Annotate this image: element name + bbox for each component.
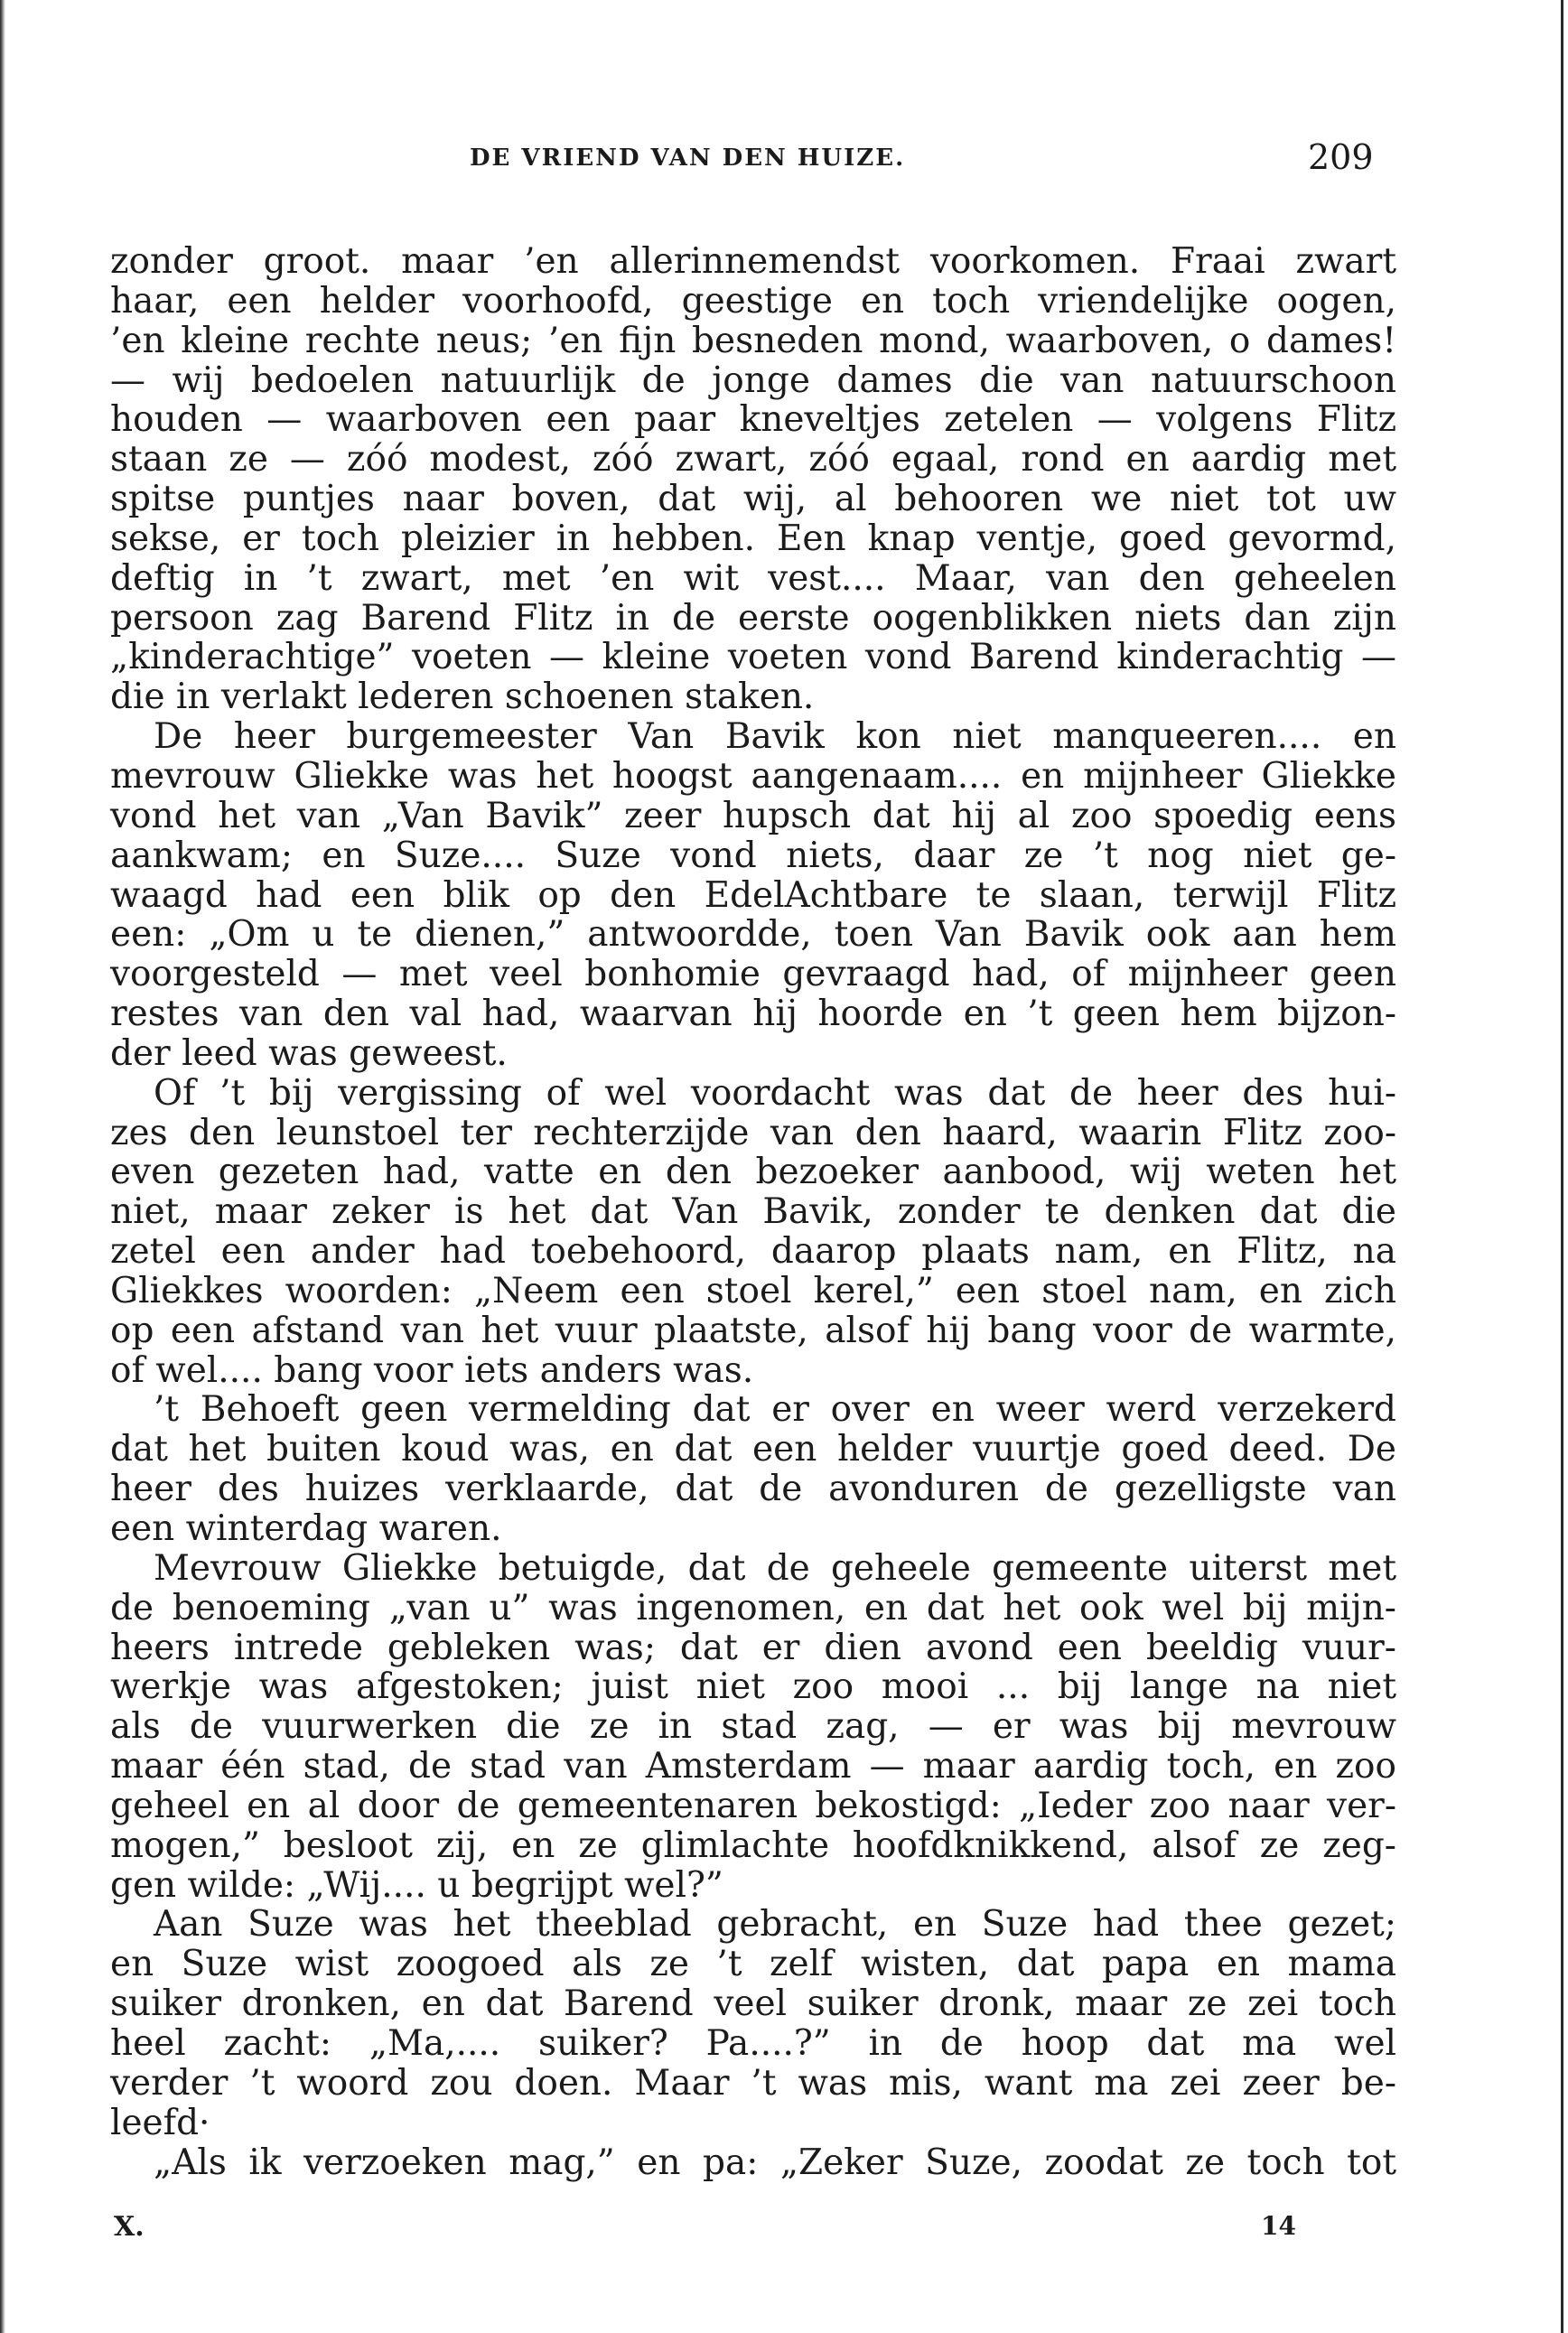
page-number: 209 bbox=[1308, 137, 1374, 177]
text-line: maar één stad, de stad van Amsterdam — maar aardig toch, en zoo bbox=[110, 1746, 1396, 1787]
text-line: geheel en al door de gemeentenaren bekostigd: „Ieder zoo naar ver- bbox=[110, 1785, 1396, 1826]
text-line: zes den leunstoel ter rechterzijde van den haard, waarin Flitz zoo- bbox=[110, 1112, 1396, 1153]
paragraph-start-line: ’t Behoeft geen vermelding dat er over en weer werd verzekerd bbox=[154, 1389, 1396, 1431]
text-line: sekse, er toch pleizier in hebben. Een knap ventje, goed gevormd, bbox=[110, 518, 1396, 559]
text-line: haar, een helder voorhoofd, geestige en toch vriendelijke oogen, bbox=[110, 280, 1396, 322]
text-line: der leed was geweest. bbox=[110, 1032, 508, 1074]
text-line: suiker dronken, en dat Barend veel suiker dronk, maar ze zei toch bbox=[110, 1983, 1396, 2025]
text-line: aankwam; en Suze.... Suze vond niets, daar ze ’t nog niet ge- bbox=[110, 835, 1396, 876]
text-line: gen wilde: „Wij.... u begrijpt wel?” bbox=[110, 1864, 723, 1906]
text-line: heers intrede gebleken was; dat er dien avond een beeldig vuur- bbox=[110, 1627, 1396, 1668]
paragraph-start-line: Mevrouw Gliekke betuigde, dat de geheele gemeente uiterst met bbox=[154, 1547, 1396, 1589]
paragraph-start-line: Of ’t bij vergissing of wel voordacht was dat de heer des hui- bbox=[154, 1072, 1396, 1114]
text-line: of wel.... bang voor iets anders was. bbox=[110, 1349, 754, 1391]
text-line: — wij bedoelen natuurlijk de jonge dames die van natuurschoon bbox=[110, 359, 1396, 401]
running-head bbox=[0, 137, 1568, 181]
text-line: als de vuurwerken die ze in stad zag, — er was bij mevrouw bbox=[110, 1706, 1396, 1748]
text-line: waagd had een blik op den EdelAchtbare te slaan, terwijl Flitz bbox=[110, 874, 1396, 916]
text-line: zonder groot. maar ’en allerinnemendst voorkomen. Fraai zwart bbox=[110, 241, 1396, 282]
text-line: mevrouw Gliekke was het hoogst aangenaam.... en mijnheer Gliekke bbox=[110, 755, 1396, 797]
sheet-number: 14 bbox=[1261, 2211, 1296, 2241]
text-line: Gliekkes woorden: „Neem een stoel kerel,” een stoel nam, en zich bbox=[110, 1270, 1396, 1311]
text-line: voorgesteld — met veel bonhomie gevraagd had, of mijnheer geen bbox=[110, 954, 1396, 995]
text-line: heer des huizes verklaarde, dat de avonduren de gezelligste van bbox=[110, 1469, 1396, 1510]
text-line: leefd· bbox=[110, 2102, 210, 2143]
text-line: vond het van „Van Bavik” zeer hupsch dat hij al zoo spoedig eens bbox=[110, 795, 1396, 836]
signature-mark: X. bbox=[114, 2211, 145, 2243]
running-title: DE VRIEND VAN DEN HUIZE. bbox=[470, 145, 906, 172]
paragraph-start-line: De heer burgemeester Van Bavik kon niet manqueeren.... en bbox=[154, 716, 1396, 758]
text-line: en Suze wist zoogoed als ze ’t zelf wisten, dat papa en mama bbox=[110, 1944, 1396, 1985]
text-line: even gezeten had, vatte en den bezoeker aanbood, wij weten het bbox=[110, 1152, 1396, 1193]
page-right-edge bbox=[1561, 0, 1563, 2333]
text-line: werkje was afgestoken; juist niet zoo mooi ... bij lange na niet bbox=[110, 1666, 1396, 1708]
text-line: op een afstand van het vuur plaatste, alsof hij bang voor de warmte, bbox=[110, 1310, 1396, 1351]
text-line: ’en kleine rechte neus; ’en fijn besneden mond, waarboven, o dames! bbox=[110, 320, 1396, 361]
text-line: een winterdag waren. bbox=[110, 1508, 502, 1549]
text-line: mogen,” besloot zij, en ze glimlachte hoofdknikkend, alsof ze zeg- bbox=[110, 1824, 1396, 1866]
paragraph-start-line: Aan Suze was het theeblad gebracht, en Suze had thee gezet; bbox=[154, 1904, 1396, 1946]
text-line: „kinderachtige” voeten — kleine voeten vond Barend kinderachtig — bbox=[110, 637, 1396, 678]
text-line: dat het buiten koud was, en dat een helder vuurtje goed deed. De bbox=[110, 1429, 1396, 1470]
text-line: houden — waarboven een paar kneveltjes zetelen — volgens Flitz bbox=[110, 399, 1396, 441]
text-line: niet, maar zeker is het dat Van Bavik, zonder te denken dat die bbox=[110, 1191, 1396, 1233]
text-line: restes van den val had, waarvan hij hoorde en ’t geen hem bijzon- bbox=[110, 994, 1396, 1035]
text-line: spitse puntjes naar boven, dat wij, al behooren we niet tot uw bbox=[110, 479, 1396, 520]
text-line: heel zacht: „Ma,.... suiker? Pa....?” in de hoop dat ma wel bbox=[110, 2022, 1396, 2064]
text-line: verder ’t woord zou doen. Maar ’t was mis, want ma zei zeer be- bbox=[110, 2062, 1396, 2104]
text-line: zetel een ander had toebehoord, daarop plaats nam, en Flitz, na bbox=[110, 1231, 1396, 1273]
text-line: staan ze — zóó modest, zóó zwart, zóó egaal, rond en aardig met bbox=[110, 439, 1396, 481]
paragraph-start-line: „Als ik verzoeken mag,” en pa: „Zeker Suze, zoodat ze toch tot bbox=[154, 2142, 1396, 2183]
text-line: deftig in ’t zwart, met ’en wit vest.... Maar, van den geheelen bbox=[110, 557, 1396, 599]
text-line: de benoeming „van u” was ingenomen, en dat het ook wel bij mijn- bbox=[110, 1587, 1396, 1628]
body-text bbox=[110, 242, 1396, 2182]
text-line: die in verlakt lederen schoenen staken. bbox=[110, 677, 815, 718]
page-binding-edge bbox=[0, 0, 5, 2333]
text-line: persoon zag Barend Flitz in de eerste oogenblikken niets dan zijn bbox=[110, 597, 1396, 639]
page-footer bbox=[0, 2211, 1568, 2247]
text-line: een: „Om u te dienen,” antwoordde, toen Van Bavik ook aan hem bbox=[110, 914, 1396, 956]
